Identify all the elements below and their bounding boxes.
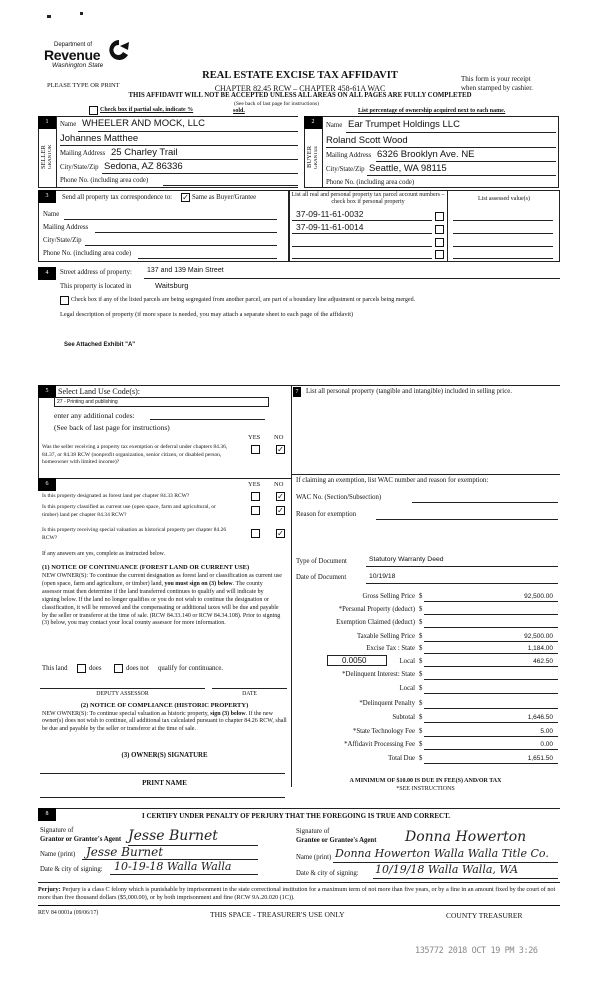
revenue-logo-icon bbox=[106, 38, 132, 62]
seller-city-label: City/State/Zip bbox=[60, 164, 99, 171]
s6-no-header: NO bbox=[274, 481, 284, 488]
notice-continuance-title: (1) NOTICE OF CONTINUANCE (FOREST LAND OR CURRENT USE) bbox=[42, 564, 250, 571]
assessor-date-field[interactable] bbox=[212, 688, 287, 689]
owner-signature-label: (3) OWNER(S) SIGNATURE bbox=[121, 752, 208, 759]
agency-logo bbox=[44, 40, 134, 70]
agency-line1: Department of bbox=[54, 42, 93, 48]
left-column-border bbox=[38, 385, 39, 478]
does-label: does bbox=[89, 665, 102, 672]
current-use-no-checkbox[interactable]: ✓ bbox=[277, 506, 284, 515]
fin-line-8 bbox=[424, 708, 558, 709]
footer-line bbox=[38, 905, 560, 906]
buyer-label: BUYER bbox=[306, 145, 313, 169]
exemption-claim-label: If claiming an exemption, list WAC number and reason for exemption: bbox=[296, 477, 489, 484]
seller-mailing-label: Mailing Address bbox=[60, 150, 106, 157]
assessed-value-4[interactable] bbox=[453, 258, 553, 259]
corr-name-field[interactable] bbox=[64, 219, 277, 220]
segregated-parcels-label: Check box if any of the listed parcels are being segregated from another parcel, are part of a boundary line adjustment or parcels being merged. bbox=[71, 297, 416, 303]
county-treasurer-label: COUNTY TREASURER bbox=[446, 911, 523, 920]
fin-line-0 bbox=[424, 601, 558, 602]
left-column-divider bbox=[291, 385, 292, 787]
seller-name2-line bbox=[60, 145, 298, 146]
grantor-date-label: Date & city of signing: bbox=[40, 866, 103, 873]
section8-bottom-line bbox=[38, 882, 560, 883]
exemption-reason-label: Reason for exemption bbox=[296, 511, 357, 518]
fin-line-10 bbox=[424, 736, 558, 737]
treasurer-use-label: THIS SPACE - TREASURER'S USE ONLY bbox=[210, 910, 345, 919]
assessed-value-3[interactable] bbox=[453, 246, 553, 247]
wac-number-label: WAC No. (Section/Subsection) bbox=[296, 494, 382, 501]
land-use-see-back: (See back of last page for instructions) bbox=[54, 423, 170, 432]
exemption-no-checkbox[interactable]: ✓ bbox=[277, 445, 284, 454]
currency-symbol: $ bbox=[419, 645, 423, 652]
section-number-7: 7 bbox=[293, 387, 301, 397]
taxable-selling-price-field[interactable]: 92,500.00 bbox=[524, 633, 553, 640]
fin-line-11 bbox=[424, 749, 558, 750]
seller-mailing-field[interactable]: 25 Charley Trail bbox=[111, 147, 178, 158]
grantor-signature-field[interactable]: Jesse Burnet bbox=[128, 828, 218, 844]
doc-type-label: Type of Document bbox=[296, 558, 347, 565]
partial-sale-label: Check box if partial sale, indicate % bbox=[100, 107, 194, 113]
owner-signature-field[interactable] bbox=[40, 773, 285, 774]
section-number-1: 1 bbox=[38, 116, 56, 129]
assessed-value-1[interactable] bbox=[453, 220, 553, 221]
personal-property-checkbox-2[interactable] bbox=[435, 225, 444, 234]
grantee-name-label: Name (print) bbox=[296, 854, 332, 861]
send-correspondence-label: Send all property tax correspondence to: bbox=[62, 194, 173, 201]
buyer-city-label: City/State/Zip bbox=[326, 166, 365, 173]
seller-name-line bbox=[78, 131, 298, 132]
legal-description-field[interactable]: See Attached Exhibit "A" bbox=[64, 342, 136, 348]
parcel-number-1[interactable]: 37-09-11-61-0032 bbox=[296, 209, 364, 219]
corr-name-label: Name bbox=[43, 211, 60, 218]
parcel-line-2 bbox=[292, 233, 432, 234]
grantee-date-city-field[interactable]: 10/19/18 Walla Walla, WA bbox=[375, 863, 519, 876]
grantor-date-city-field[interactable]: 10-19-18 Walla Walla bbox=[114, 860, 232, 873]
qualifies-does-checkbox[interactable] bbox=[77, 664, 86, 673]
forest-land-yes-checkbox[interactable] bbox=[251, 492, 260, 501]
seller-mailing-line bbox=[110, 159, 298, 160]
grantor-name-field[interactable]: Jesse Burnet bbox=[86, 845, 164, 859]
street-address-label: Street address of property: bbox=[60, 269, 132, 276]
notice1-text-b: . The county assessor must then determine if the land transferred continues to qualify and will indicate by signing below. If the land no longer qualifies or you do not wish to continue the designation or classification, it will be removed and the compensating or additional taxes will be due and payable by the seller or transferor at the time of sale. (RCW 84.33.140 or RCW 84.34.108). Prior to signing (3) below, you may contact your local county assessor for more information. bbox=[42, 580, 281, 627]
delinquent-interest-local-label: Local bbox=[399, 685, 415, 692]
grantee-date-label: Date & city of signing: bbox=[296, 870, 359, 877]
exemption-question: Was the seller receiving a property tax exemption or deferral under chapters 84.36, 84.37, or 84.38 RCW (nonprofit organization, senior citizen, or disabled person, homeowner with limited income)? bbox=[42, 444, 228, 465]
corr-mailing-label: Mailing Address bbox=[43, 224, 89, 231]
buyer-mailing-line bbox=[376, 161, 556, 162]
doc-type-field[interactable]: Statutory Warranty Deed bbox=[369, 556, 444, 563]
current-use-question: Is this property classified as current use (open space, farm and agricultural, or timber) land per chapter 84.34 RCW? bbox=[42, 504, 216, 518]
land-use-code-label: Select Land Use Code(s): bbox=[58, 387, 140, 396]
section-number-5: 5 bbox=[38, 385, 56, 398]
additional-codes-field[interactable] bbox=[150, 419, 265, 420]
corr-city-field[interactable] bbox=[85, 245, 277, 246]
personal-property-checkbox-1[interactable] bbox=[435, 212, 444, 221]
buyer-label-divider bbox=[322, 116, 323, 188]
deputy-assessor-label: DEPUTY ASSESSOR bbox=[96, 691, 149, 697]
seller-side-label bbox=[40, 132, 47, 182]
fin-line-7 bbox=[424, 693, 558, 694]
currency-symbol: $ bbox=[419, 685, 423, 692]
buyer-name2-field[interactable]: Roland Scott Wood bbox=[326, 135, 408, 146]
deputy-assessor-signature[interactable] bbox=[40, 688, 205, 689]
notice2-bold: sign (3) below bbox=[210, 711, 246, 717]
affidavit-processing-fee-field[interactable]: 0.00 bbox=[540, 741, 553, 748]
seller-label: SELLER bbox=[40, 145, 47, 169]
section6-top-line bbox=[38, 478, 291, 479]
print-name-label: PRINT NAME bbox=[142, 779, 187, 787]
exemption-yes-checkbox[interactable] bbox=[251, 445, 260, 454]
assessed-value-2[interactable] bbox=[453, 233, 553, 234]
personal-property-label: List all personal property (tangible and intangible) included in selling price. bbox=[306, 388, 512, 395]
currency-symbol: $ bbox=[419, 658, 423, 665]
grantor-sig-label-2: Grantor or Grantor's Agent bbox=[40, 836, 122, 843]
sold-label: sold. bbox=[233, 108, 245, 114]
please-type: PLEASE TYPE OR PRINT bbox=[47, 82, 120, 89]
section-number-8: 8 bbox=[38, 808, 56, 821]
grantor-label: GRANTOR bbox=[48, 144, 53, 170]
notice-continuance-body bbox=[42, 573, 282, 628]
receipt-note-2: when stamped by cashier. bbox=[461, 84, 533, 92]
parcel-number-2[interactable]: 37-09-11-61-0014 bbox=[296, 222, 364, 232]
buyer-name2-line bbox=[326, 147, 556, 148]
notice2-text-b: . If the new owner(s) does not wish to continue, all additional tax calculated pursuant to chapter 84.26 RCW, shall be due and payable by the seller or transferor at the time of sale. bbox=[42, 711, 287, 732]
fin-line-1 bbox=[424, 614, 558, 615]
parcel-number-3[interactable] bbox=[292, 246, 432, 247]
assessed-header: List assessed value(s) bbox=[478, 196, 530, 202]
section5-top-line bbox=[38, 385, 560, 386]
excise-tax-state-label: Excise Tax : State bbox=[366, 645, 415, 652]
doc-type-line bbox=[366, 566, 558, 567]
gross-selling-price-field[interactable]: 92,500.00 bbox=[524, 593, 553, 600]
legal-description-label: Legal description of property (if more space is needed, you may attach a separate sheet to each page of the affidavit) bbox=[60, 311, 354, 318]
grantee-sig-label-1: Signature of bbox=[296, 828, 330, 835]
grantee-date-line bbox=[373, 878, 558, 879]
notice2-text-a: NEW OWNER(S): To continue special valuation as historic property, bbox=[42, 711, 209, 717]
buyer-mailing-label: Mailing Address bbox=[326, 152, 372, 159]
perjury-text: Perjury is a class C felony which is punishable by imprisonment in the state correctional institution for a maximum term of not more than five years, or by a fine in an amount fixed by the court of not more than five thousand dollars ($5,000.00), or by both imprisonment and fine (RCW 9A.20.020 (1C)). bbox=[38, 886, 556, 901]
fin-line-5 bbox=[424, 666, 558, 667]
grantor-sig-label-1: Signature of bbox=[40, 827, 74, 834]
does-not-label: does not bbox=[126, 665, 149, 672]
section8-top-line bbox=[38, 808, 560, 809]
scan-marks bbox=[47, 15, 51, 18]
personal-property-checkbox-3[interactable] bbox=[435, 238, 444, 247]
buyer-name-line bbox=[346, 132, 556, 133]
scan-marks bbox=[80, 12, 83, 15]
perjury-notice bbox=[38, 886, 560, 902]
notice1-bold: you must sign on (3) below bbox=[164, 580, 233, 587]
currency-symbol: $ bbox=[419, 619, 423, 626]
currency-symbol: $ bbox=[419, 606, 423, 613]
corr-mailing-field[interactable] bbox=[95, 232, 277, 233]
currency-symbol: $ bbox=[419, 714, 423, 721]
land-use-code-select[interactable] bbox=[54, 397, 269, 407]
grantor-date-line bbox=[110, 874, 258, 875]
buyer-city-line bbox=[367, 175, 556, 176]
located-in-field[interactable]: Waitsburg bbox=[155, 281, 189, 290]
same-as-buyer-checkbox[interactable]: ✓ bbox=[182, 193, 189, 202]
currency-symbol: $ bbox=[419, 671, 423, 678]
receipt-note-1: This form is your receipt bbox=[461, 75, 531, 83]
qualify-label: qualify for continuance. bbox=[158, 665, 224, 672]
section-number-3: 3 bbox=[38, 190, 56, 203]
buyer-name-label: Name bbox=[326, 122, 343, 129]
currency-symbol: $ bbox=[419, 755, 423, 762]
s7-divider bbox=[291, 474, 560, 475]
fin-line-9 bbox=[424, 722, 558, 723]
buyer-phone-line bbox=[428, 187, 556, 188]
historic-no-checkbox[interactable]: ✓ bbox=[277, 529, 284, 538]
seller-city-field[interactable]: Sedona, AZ 86336 bbox=[104, 161, 183, 172]
excise-tax-state-field[interactable]: 1,184.00 bbox=[527, 645, 553, 652]
parcel-number-4[interactable] bbox=[292, 258, 432, 259]
additional-codes-label: enter any additional codes: bbox=[54, 411, 135, 420]
currency-symbol: $ bbox=[419, 700, 423, 707]
total-due-field[interactable]: 1,651.50 bbox=[527, 755, 553, 762]
doc-date-line bbox=[366, 583, 558, 584]
excise-tax-local-field[interactable]: 462.50 bbox=[533, 658, 553, 665]
subtotal-label: Subtotal bbox=[392, 714, 415, 721]
fin-line-4 bbox=[424, 653, 558, 654]
grantee-signature-field[interactable]: Donna Howerton bbox=[405, 829, 527, 845]
fin-line-2 bbox=[424, 627, 558, 628]
section-number-6: 6 bbox=[38, 478, 56, 491]
currency-symbol: $ bbox=[419, 593, 423, 600]
form-title: REAL ESTATE EXCISE TAX AFFIDAVIT bbox=[202, 70, 398, 81]
section-number-2: 2 bbox=[304, 116, 322, 129]
currency-symbol: $ bbox=[419, 741, 423, 748]
if-yes-instruction: If any answers are yes, complete as instructed below. bbox=[42, 551, 165, 557]
s5-no-header: NO bbox=[274, 434, 284, 441]
owner-print-name-field[interactable] bbox=[40, 797, 285, 798]
fin-line-3 bbox=[424, 641, 558, 642]
subtotal-field[interactable]: 1,646.50 bbox=[527, 714, 553, 721]
seller-phone-line bbox=[163, 185, 298, 186]
personal-property-deduct-label: *Personal Property (deduct) bbox=[338, 606, 415, 613]
buyer-name-field[interactable]: Ear Trumpet Holdings LLC bbox=[348, 119, 460, 130]
grantee-side-label bbox=[314, 132, 319, 182]
street-address-line bbox=[144, 278, 560, 279]
perjury-bold: Perjury: bbox=[38, 886, 61, 893]
buyer-side-label bbox=[306, 132, 313, 182]
doc-date-field[interactable]: 10/19/18 bbox=[369, 573, 396, 580]
same-as-buyer-label: Same as Buyer/Grantee bbox=[192, 194, 257, 201]
buyer-mailing-field[interactable]: 6326 Brooklyn Ave. NE bbox=[377, 149, 475, 160]
corr-city-label: City/State/Zip bbox=[43, 237, 82, 244]
state-technology-fee-label: *State Technology Fee bbox=[352, 728, 415, 735]
exemption-reason-field[interactable] bbox=[376, 519, 558, 520]
doc-date-label: Date of Document bbox=[296, 574, 347, 581]
assessor-date-label: DATE bbox=[242, 691, 257, 697]
qualifies-does-not-checkbox[interactable] bbox=[114, 664, 123, 673]
seller-city-line bbox=[102, 173, 298, 174]
historic-yes-checkbox[interactable] bbox=[251, 529, 260, 538]
s5-yes-header: YES bbox=[248, 434, 261, 441]
gross-selling-price-label: Gross Selling Price bbox=[362, 593, 415, 600]
corr-phone-field[interactable] bbox=[138, 258, 277, 259]
notice-compliance-title: (2) NOTICE OF COMPLIANCE (HISTORIC PROPERTY) bbox=[80, 702, 249, 709]
treasurer-stamp: 135772 2018 OCT 19 PM 3:26 bbox=[415, 946, 538, 956]
see-instructions-note: *SEE INSTRUCTIONS bbox=[396, 786, 455, 792]
grantee-sig-label-2: Grantee or Grantee's Agent bbox=[296, 837, 377, 844]
grantor-name-label: Name (print) bbox=[40, 851, 76, 858]
ownership-note: List percentage of ownership acquired next to each name. bbox=[358, 108, 506, 114]
seller-name-field[interactable]: WHEELER AND MOCK, LLC bbox=[82, 118, 205, 129]
segregated-parcels-checkbox[interactable] bbox=[60, 296, 69, 305]
see-back-instructions: (See back of last page for instructions) bbox=[234, 101, 319, 107]
forest-land-question: Is this property designated as forest land per chapter 84.33 RCW? bbox=[42, 493, 190, 499]
forest-land-no-checkbox[interactable]: ✓ bbox=[277, 492, 284, 501]
total-due-label: Total Due bbox=[388, 755, 415, 762]
seller-label-divider bbox=[56, 116, 57, 188]
agency-line2: Revenue bbox=[44, 47, 101, 63]
current-use-yes-checkbox[interactable] bbox=[251, 506, 260, 515]
currency-symbol: $ bbox=[419, 633, 423, 640]
certify-statement: I CERTIFY UNDER PENALTY OF PERJURY THAT THE FOREGOING IS TRUE AND CORRECT. bbox=[142, 812, 451, 820]
form-revision: REV 84 0001a (09/06/17) bbox=[38, 910, 99, 916]
notice1-text-a: NEW OWNER(S): To continue the current designation as forest land or classification as current use (open space, farm and agriculture, or timber) land, bbox=[42, 573, 282, 587]
buyer-city-field[interactable]: Seattle, WA 98115 bbox=[369, 163, 447, 174]
minimum-due-note: A MINIMUM OF $10.00 IS DUE IN FEE(S) AND/OR TAX bbox=[349, 778, 502, 784]
parcel-line-1 bbox=[292, 220, 432, 221]
delinquent-penalty-label: *Delinquent Penalty bbox=[359, 700, 415, 707]
historic-question: Is this property receiving special valuation as historical property per chapter 84.26 RCW? bbox=[42, 527, 227, 541]
exemption-claimed-label: Exemption Claimed (deduct) bbox=[336, 619, 415, 626]
street-address-field[interactable]: 137 and 139 Main Street bbox=[147, 267, 224, 274]
state-technology-fee-field[interactable]: 5.00 bbox=[540, 728, 553, 735]
located-in-label: This property is located in bbox=[60, 283, 132, 290]
grantee-name-field[interactable]: Donna Howerton Walla Walla Title Co. bbox=[335, 847, 549, 860]
currency-symbol: $ bbox=[419, 728, 423, 735]
parcel-header: List all real and personal property tax parcel account numbers – check box if personal property bbox=[291, 192, 445, 205]
fin-line-6 bbox=[424, 679, 558, 680]
grantor-side-label bbox=[48, 132, 53, 182]
this-land-label: This land bbox=[42, 665, 68, 672]
grantee-label: GRANTEE bbox=[314, 145, 319, 169]
delinquent-interest-state-label: *Delinquent Interest: State bbox=[342, 671, 415, 678]
wac-number-field[interactable] bbox=[412, 502, 558, 503]
land-use-code-value: 27 - Printing and publishing bbox=[57, 399, 118, 405]
personal-property-checkbox-4[interactable] bbox=[435, 250, 444, 259]
s6-yes-header: YES bbox=[248, 481, 261, 488]
affidavit-processing-fee-label: *Affidavit Processing Fee bbox=[344, 741, 415, 748]
excise-tax-local-label: Local bbox=[399, 658, 415, 665]
fin-line-12 bbox=[424, 763, 558, 764]
notice-compliance-body bbox=[42, 711, 287, 733]
seller-name-label: Name bbox=[60, 121, 77, 128]
chapter-line: CHAPTER 82.45 RCW – CHAPTER 458-61A WAC bbox=[214, 84, 386, 93]
agency-line3: Washington State bbox=[52, 62, 104, 69]
buyer-phone-label: Phone No. (including area code) bbox=[326, 179, 415, 186]
local-rate-value: 0.0050 bbox=[342, 656, 367, 665]
section-number-4: 4 bbox=[38, 267, 56, 280]
taxable-selling-price-label: Taxable Selling Price bbox=[356, 633, 415, 640]
corr-phone-label: Phone No. (including area code) bbox=[43, 250, 132, 257]
partial-sale-checkbox[interactable] bbox=[89, 106, 98, 115]
seller-phone-label: Phone No. (including area code) bbox=[60, 177, 149, 184]
seller-name2-field[interactable]: Johannes Matthee bbox=[60, 133, 139, 144]
warning-text: THIS AFFIDAVIT WILL NOT BE ACCEPTED UNLESS ALL AREAS ON ALL PAGES ARE FULLY COMPLETED bbox=[128, 92, 472, 99]
